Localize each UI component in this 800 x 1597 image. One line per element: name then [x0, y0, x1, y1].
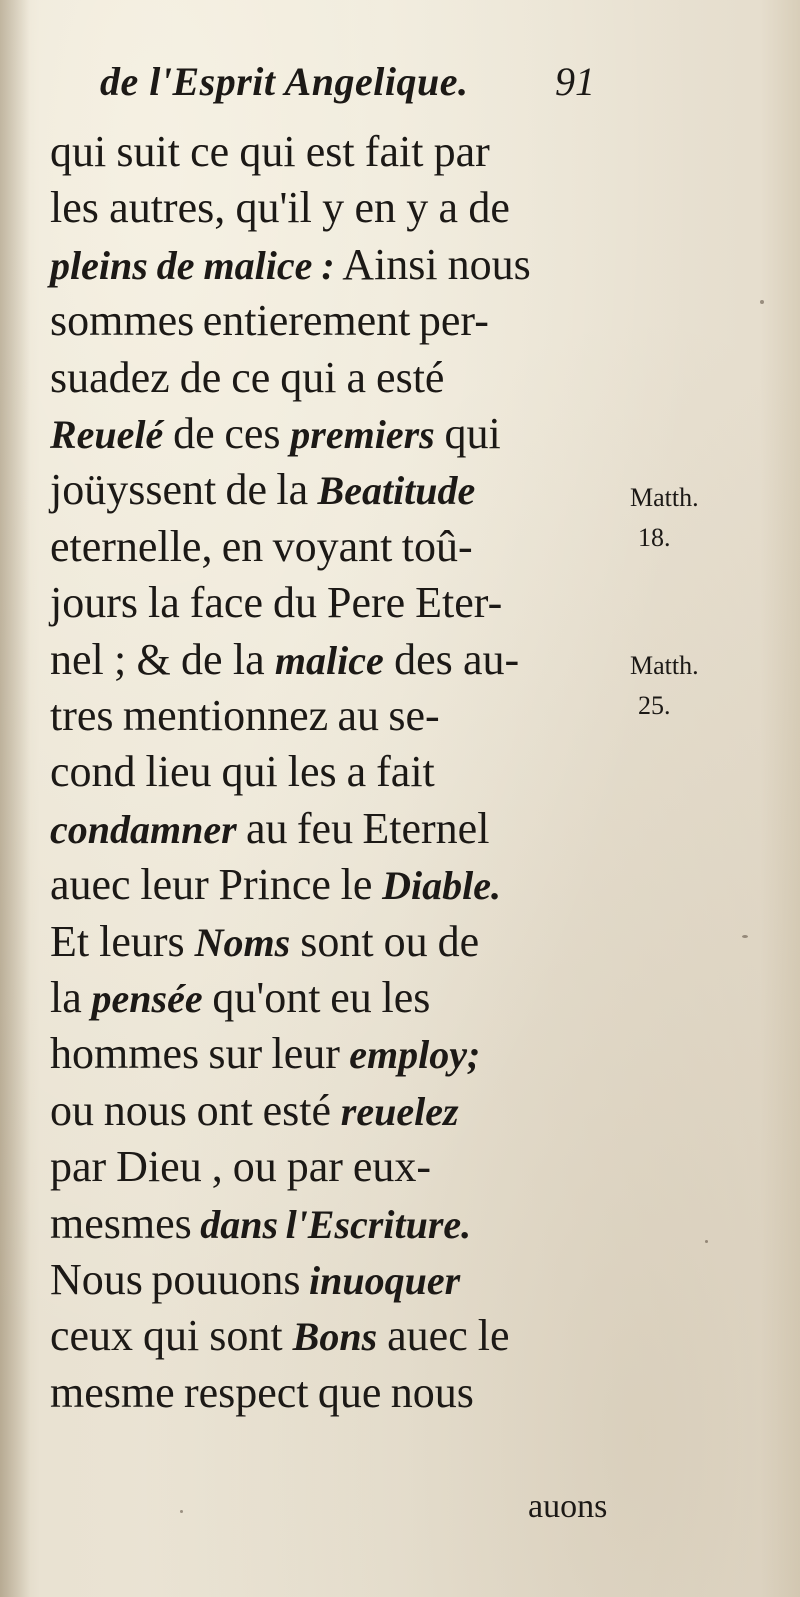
text-line — [50, 970, 620, 1026]
gutter-shadow — [0, 0, 30, 1597]
text-line — [50, 914, 620, 970]
text-line — [50, 1139, 620, 1195]
roman-segment: de ces — [163, 409, 291, 458]
roman-segment: hommes sur leur — [50, 1029, 350, 1079]
roman-segment: Et leurs — [50, 916, 195, 966]
text-line — [50, 801, 620, 857]
paper-speck — [705, 1240, 708, 1243]
italic-segment: Diable. — [382, 863, 502, 909]
text-line — [50, 632, 620, 688]
italic-segment: Beatitude — [317, 468, 476, 514]
text-line — [50, 857, 620, 913]
italic-segment: malice — [274, 637, 384, 683]
text-line — [50, 406, 620, 462]
roman-segment: eternelle, en voyant toû- — [50, 521, 473, 571]
roman-segment: jours la face du Pere Eter- — [50, 578, 503, 628]
text-line — [50, 1026, 620, 1082]
roman-segment: sommes entierement per- — [50, 296, 489, 346]
text-line — [50, 180, 620, 236]
text-line — [50, 124, 620, 180]
italic-segment: pensée — [91, 976, 203, 1021]
roman-segment: mesmes — [50, 1198, 201, 1248]
roman-segment: nel ; & de la — [50, 634, 275, 684]
roman-segment: auec leur Prince le — [50, 860, 383, 910]
text-line — [50, 237, 620, 293]
text-line — [50, 688, 620, 744]
roman-segment: Nous pouuons — [50, 1255, 310, 1304]
roman-segment: joüyssent de la — [50, 465, 318, 515]
margin-note-matth-25 — [630, 646, 699, 726]
text-line — [50, 1196, 620, 1252]
roman-segment: sont ou de — [290, 916, 480, 966]
margin-note-matth-18 — [630, 478, 699, 558]
margin-note-book: Matth. — [630, 651, 699, 680]
margin-note-book: Matth. — [630, 483, 699, 512]
page-number: 91 — [555, 59, 595, 104]
italic-segment: dans l'Escriture. — [200, 1201, 472, 1247]
margin-note-chapter: 25. — [638, 691, 671, 720]
italic-segment: Bons — [292, 1314, 378, 1360]
roman-segment: la — [50, 973, 92, 1022]
italic-segment: employ; — [349, 1032, 481, 1078]
text-line — [50, 462, 620, 518]
italic-segment: condamner — [50, 806, 237, 852]
italic-segment: inuoquer — [309, 1258, 461, 1303]
text-line — [50, 1365, 620, 1421]
roman-segment: ceux qui sont — [50, 1311, 293, 1361]
roman-segment: au feu Eternel — [236, 803, 490, 853]
paper-speck — [760, 300, 764, 304]
roman-segment: suadez de ce qui a esté — [50, 352, 445, 402]
italic-segment: Reuelé — [50, 412, 164, 457]
text-line — [50, 744, 620, 800]
roman-segment: cond lieu qui les a fait — [50, 747, 435, 797]
text-line — [50, 1308, 620, 1364]
roman-segment: qui — [434, 409, 501, 458]
italic-segment: pleins de malice : — [50, 242, 335, 288]
catchword: auons — [528, 1488, 608, 1525]
text-line — [50, 575, 620, 631]
text-line — [50, 1252, 620, 1308]
italic-segment: reuelez — [340, 1088, 459, 1134]
text-line — [50, 519, 620, 575]
roman-segment: auec le — [377, 1311, 510, 1361]
running-title: de l'Esprit Angelique. — [100, 59, 469, 104]
roman-segment: mesme respect que nous — [50, 1367, 474, 1417]
roman-segment: des au- — [383, 634, 520, 684]
roman-segment: ou nous ont esté — [50, 1085, 341, 1135]
paper-speck — [742, 935, 748, 938]
margin-note-chapter: 18. — [638, 523, 671, 552]
roman-segment: par Dieu , ou par eux- — [50, 1142, 432, 1192]
page-header — [100, 58, 620, 118]
roman-segment: tres mentionnez au se- — [50, 691, 440, 740]
italic-segment: premiers — [290, 412, 435, 457]
roman-segment: les autres, qu'il y en y a de — [50, 183, 510, 233]
text-line — [50, 350, 620, 406]
text-line — [50, 1083, 620, 1139]
roman-segment: qu'ont eu les — [202, 973, 431, 1022]
italic-segment: Noms — [194, 919, 291, 965]
roman-segment: qui suit ce qui est fait par — [50, 127, 490, 176]
paper-speck — [180, 1510, 183, 1513]
roman-segment: Ainsi nous — [334, 239, 531, 289]
text-line — [50, 293, 620, 349]
